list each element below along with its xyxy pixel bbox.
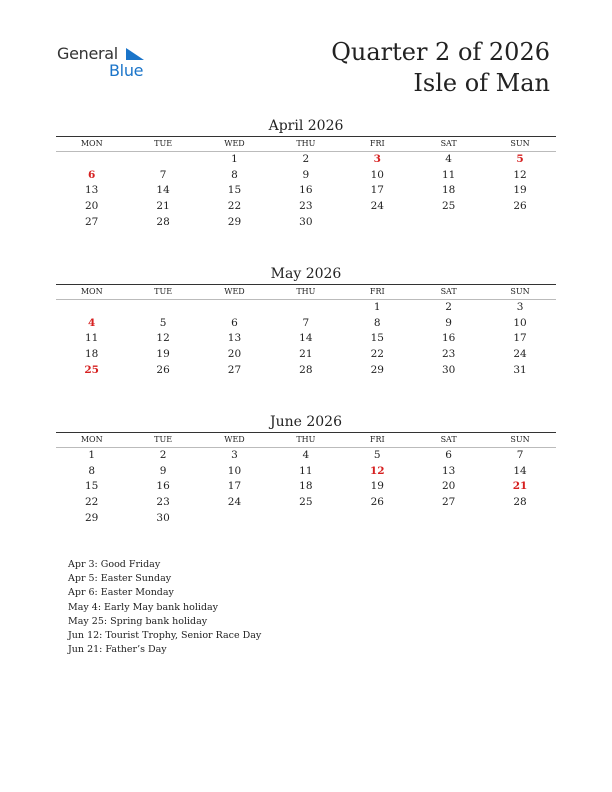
day-cell: 4 [445,153,452,165]
logo-triangle-icon [124,46,146,62]
weekday-label: WED [224,287,245,296]
week-row [56,215,556,231]
day-cell: 26 [370,496,384,509]
day-cell: 2 [159,449,167,461]
day-cell: 10 [370,168,384,181]
day-cell: 3 [231,449,238,461]
day-cell: 17 [370,184,384,197]
day-cell: 20 [227,348,242,361]
week-row [56,183,556,199]
holiday-day-cell: 3 [373,153,381,165]
week-row [56,331,556,347]
day-cell: 18 [299,480,313,493]
day-cell: 12 [513,168,527,181]
empty-day-cell [127,300,198,316]
day-cell: 22 [85,496,99,509]
day-cell: 6 [445,449,452,461]
weekday-label: SUN [510,435,530,444]
empty-day-cell [199,300,270,316]
day-cell: 9 [159,464,167,477]
weekday-label: MON [80,287,103,296]
holiday-note: Apr 6: Easter Monday [68,587,174,599]
day-cell: 12 [156,332,170,345]
holiday-note: May 25: Spring bank holiday [68,615,208,627]
day-cell: 4 [302,449,310,461]
week-row [56,199,556,215]
weekday-label: THU [296,139,316,148]
day-cell: 13 [227,332,242,345]
day-cell: 23 [441,348,456,361]
empty-day-cell [56,152,127,168]
day-cell: 7 [159,168,167,181]
weekday-label: TUE [154,139,173,148]
day-cell: 29 [370,363,384,376]
empty-day-cell [342,511,413,527]
month-april [56,116,556,230]
holiday-day-cell: 21 [512,480,528,493]
weekday-header-row [56,285,556,300]
holiday-day-cell: 12 [369,464,385,477]
day-cell: 1 [88,449,96,461]
day-cell: 24 [370,200,384,213]
day-cell: 1 [373,301,381,313]
week-row [56,152,556,168]
week-row [56,168,556,184]
empty-day-cell [270,511,341,527]
day-cell: 28 [299,363,313,376]
day-cell: 26 [513,200,527,213]
weekday-label: SAT [440,139,457,148]
holiday-day-cell: 5 [516,153,524,165]
empty-day-cell [270,300,341,316]
weekday-header-row [56,137,556,152]
weekday-label: MON [80,139,103,148]
day-cell: 13 [85,184,99,197]
month-may [56,264,556,378]
week-row [56,464,556,480]
day-cell: 22 [227,200,242,213]
day-cell: 9 [445,316,452,329]
week-row [56,300,556,316]
day-cell: 25 [441,200,456,213]
day-cell: 3 [516,301,524,313]
weekday-label: SUN [510,139,530,148]
month-title: June 2026 [269,414,342,430]
generalblue-logo [57,44,157,84]
month-title: April 2026 [268,118,344,134]
weekday-label: WED [224,435,245,444]
day-cell: 31 [513,363,527,376]
weekday-label: SAT [440,287,457,296]
empty-day-cell [56,300,127,316]
day-cell: 28 [156,215,170,228]
day-cell: 30 [156,511,170,524]
logo-word-blue: Blue [109,61,144,80]
day-cell: 18 [85,348,99,361]
weekday-label: WED [224,139,245,148]
weekday-label: TUE [154,435,173,444]
title-region: Isle of Man [413,69,550,97]
day-cell: 16 [156,480,170,493]
day-cell: 27 [85,215,99,228]
week-row [56,363,556,379]
day-cell: 19 [370,480,384,493]
day-cell: 28 [513,496,527,509]
weekday-label: SAT [440,435,457,444]
day-cell: 20 [85,200,99,213]
day-cell: 14 [513,464,527,477]
holiday-note: May 4: Early May bank holiday [68,601,219,613]
day-cell: 11 [85,332,99,345]
page-title [331,37,550,99]
empty-day-cell [127,152,198,168]
day-cell: 2 [302,153,310,165]
holiday-note: Jun 21: Father’s Day [68,644,167,656]
day-cell: 10 [513,316,527,329]
weekday-label: FRI [369,139,385,148]
day-cell: 27 [227,363,242,376]
day-cell: 23 [156,496,170,509]
weekday-label: TUE [154,287,173,296]
weekday-label: FRI [369,435,385,444]
day-cell: 16 [441,332,456,345]
week-row [56,495,556,511]
month-title: May 2026 [270,266,342,282]
day-cell: 15 [85,480,99,493]
month-june [56,412,556,526]
holiday-notes [68,558,261,657]
weekday-label: MON [80,435,103,444]
holiday-day-cell: 6 [88,168,96,181]
week-row [56,448,556,464]
day-cell: 17 [227,480,242,493]
holiday-note: Apr 5: Easter Sunday [68,573,172,585]
day-cell: 24 [513,348,527,361]
day-cell: 2 [445,301,452,313]
day-cell: 8 [231,168,238,181]
day-cell: 30 [441,363,456,376]
day-cell: 5 [159,316,167,329]
day-cell: 19 [156,348,170,361]
holiday-day-cell: 4 [88,316,96,329]
day-cell: 26 [156,363,170,376]
day-cell: 19 [513,184,527,197]
day-cell: 8 [373,316,381,329]
day-cell: 15 [227,184,242,197]
day-cell: 24 [227,496,242,509]
empty-day-cell [484,215,555,231]
day-cell: 29 [85,511,99,524]
weekday-label: SUN [510,287,530,296]
day-cell: 6 [231,316,238,329]
day-cell: 11 [299,464,313,477]
holiday-note: Apr 3: Good Friday [68,559,161,570]
empty-day-cell [199,511,270,527]
week-row [56,511,556,527]
week-row [56,479,556,495]
day-cell: 18 [441,184,456,197]
title-quarter: Quarter 2 of 2026 [331,38,550,66]
day-cell: 20 [441,480,456,493]
day-cell: 14 [156,184,170,197]
day-cell: 22 [370,348,384,361]
empty-day-cell [413,215,484,231]
day-cell: 10 [227,464,242,477]
week-row [56,316,556,332]
day-cell: 8 [88,464,96,477]
day-cell: 21 [299,348,313,361]
day-cell: 21 [156,200,170,213]
day-cell: 30 [299,215,313,228]
day-cell: 25 [299,496,313,509]
empty-day-cell [342,215,413,231]
day-cell: 16 [299,184,313,197]
holiday-day-cell: 25 [84,363,99,376]
weekday-label: THU [296,435,316,444]
day-cell: 29 [227,215,242,228]
day-cell: 23 [299,200,313,213]
day-cell: 1 [231,153,238,165]
weekday-label: FRI [369,287,385,296]
empty-day-cell [413,511,484,527]
day-cell: 7 [516,449,524,461]
day-cell: 11 [441,168,456,181]
day-cell: 15 [370,332,384,345]
day-cell: 17 [513,332,527,345]
day-cell: 9 [302,168,310,181]
weekday-label: THU [296,287,316,296]
day-cell: 13 [441,464,456,477]
day-cell: 7 [302,316,310,329]
week-row [56,347,556,363]
weekday-header-row [56,433,556,448]
logo-word-general: General [57,44,118,63]
holiday-note: Jun 12: Tourist Trophy, Senior Race Day [68,630,262,642]
day-cell: 5 [373,449,381,461]
day-cell: 14 [299,332,313,345]
empty-day-cell [484,511,555,527]
day-cell: 27 [441,496,456,509]
